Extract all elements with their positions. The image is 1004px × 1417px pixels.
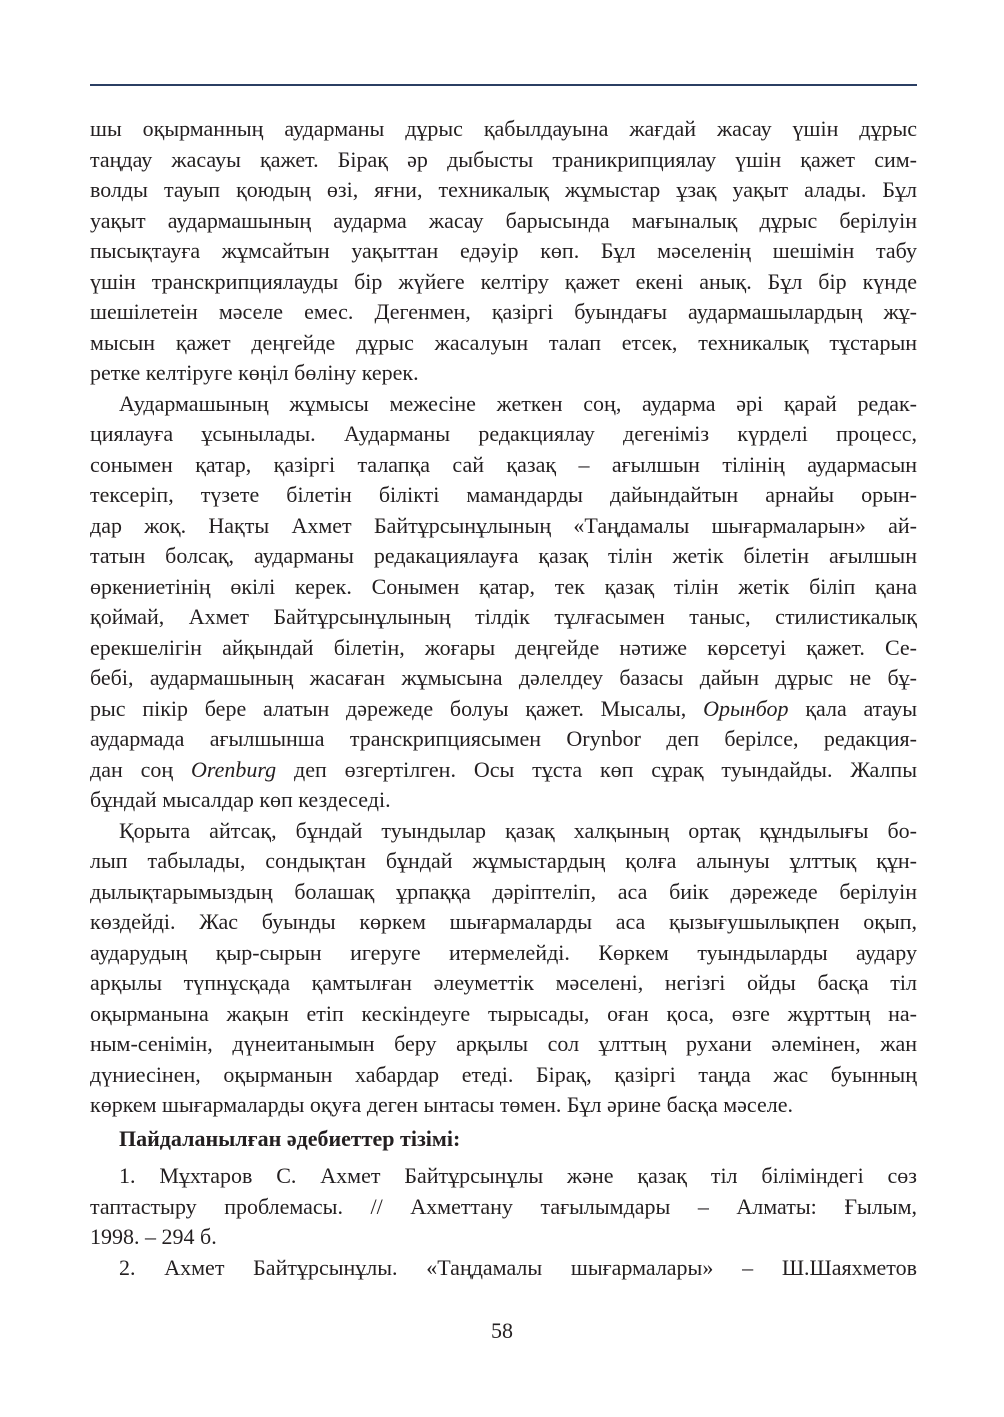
reference-item-2: 2. Ахмет Байтұрсынұлы. «Таңдамалы шығармалары» – Ш.Шаяхметов bbox=[119, 1254, 917, 1280]
reference-item-1-cont: таптастыру проблемасы. // Ахметтану тағылымдары – Алматы: Ғылым, bbox=[90, 1193, 917, 1219]
paragraph-2 bbox=[90, 389, 917, 816]
text-segment: дан соң bbox=[90, 756, 191, 782]
text-line: аудармада ағылшынша транскрипциясымен Orynbor деп берілсе, редакция- bbox=[90, 726, 917, 751]
paragraph-3 bbox=[90, 816, 917, 1121]
text-line: Қорыта айтсақ, бұндай туындылар қазақ халқының ортақ құндылығы бо- bbox=[119, 817, 917, 843]
references-list bbox=[90, 1161, 917, 1283]
text-line: пысықтауға жұмсайтын уақыттан едәуір көп. Бұл мәселенің шешімін табу bbox=[90, 238, 917, 263]
text-segment: рыс пікір бере алатын дәрежеде болуы қажет. Мысалы, bbox=[90, 695, 704, 721]
text-line: лып табылады, сондықтан бұндай жұмыстардың қолға алынуы ұлттық құн- bbox=[90, 848, 917, 873]
italic-place-name: Orenburg bbox=[190, 756, 277, 782]
text-line: бұндай мысалдар көп кездеседі. bbox=[90, 787, 391, 812]
text-line-with-italic bbox=[90, 694, 917, 725]
text-line: ным-сенімін, дүнеитанымын беру арқылы сол ұлттың рухани әлемінен, жан bbox=[90, 1031, 917, 1056]
text-line: дүниесінен, оқырманын хабардар етеді. Бірақ, қазіргі таңда жас буынның bbox=[90, 1061, 917, 1087]
text-line: дылықтарымыздың болашақ ұрпаққа дәріптеліп, аса биік дәрежеде берілуін bbox=[90, 878, 917, 904]
text-line-with-italic bbox=[90, 755, 917, 786]
text-line: көркем шығармаларды оқуға деген ынтасы төмен. Бұл әрине басқа мәселе. bbox=[90, 1092, 793, 1117]
text-line: көздейді. Жас буынды көркем шығармаларды аса қызығушылықпен оқып, bbox=[90, 909, 917, 934]
text-line: ретке келтіруге көңіл бөліну керек. bbox=[90, 360, 419, 385]
text-segment: қала атауы bbox=[788, 695, 917, 721]
text-line: волды тауып қоюдың өзі, яғни, техникалық жұмыстар ұзақ уақыт алады. Бұл bbox=[90, 177, 917, 202]
text-line: қоймай, Ахмет Байтұрсынұлының тілдік тұлғасымен таныс, стилистикалық bbox=[90, 604, 917, 629]
text-line: татын болсақ, аударманы редакациялауға қазақ тілін жетік білетін ағылшын bbox=[90, 543, 917, 568]
text-line: дар жоқ. Нақты Ахмет Байтұрсынұлының «Таңдамалы шығармаларын» ай- bbox=[90, 512, 917, 538]
italic-place-name: Орынбор bbox=[703, 695, 789, 721]
text-line: ерекшелігін айқындай білетін, жоғары деңгейде нәтиже көрсетуі қажет. Се- bbox=[90, 634, 917, 660]
text-line: уақыт аудармашының аударма жасау барысында мағыналық дұрыс берілуін bbox=[90, 207, 917, 233]
text-line: Аудармашының жұмысы межесіне жеткен соң, аударма әрі қарай редак- bbox=[119, 390, 917, 416]
paragraph-1 bbox=[90, 114, 917, 389]
text-line: тексеріп, түзете білетін білікті мамандарды дайындайтын арнайы орын- bbox=[90, 482, 917, 507]
text-line: шы оқырманның аударманы дұрыс қабылдауына жағдай жасау үшін дұрыс bbox=[90, 116, 917, 141]
text-line: циялауға ұсынылады. Аударманы редакциялау дегеніміз күрделі процесс, bbox=[90, 421, 917, 446]
text-line: оқырманына жақын етіп кескіндеуге тырысады, оған қоса, өзге жұрттың на- bbox=[90, 1000, 917, 1026]
reference-item-1: 1. Мұхтаров С. Ахмет Байтұрсынұлы және қазақ тіл біліміндегі сөз bbox=[119, 1163, 917, 1188]
header-rule bbox=[90, 84, 917, 86]
text-line: мысын қажет деңгейде дұрыс жасалуын талап етсек, техникалық тұстарын bbox=[90, 329, 917, 355]
text-line: аударудың қыр-сырын игеруге итермелейді. Көркем туындыларды аудару bbox=[90, 939, 917, 965]
reference-item-1-end: 1998. – 294 б. bbox=[90, 1224, 217, 1249]
references-heading: Пайдаланылған әдебиеттер тізімі: bbox=[119, 1126, 461, 1151]
text-segment: деп өзгертілген. Осы тұста көп сұрақ туындайды. Жалпы bbox=[276, 756, 917, 782]
text-line: бебі, аудармашының жасаған жұмысына дәлелдеу базасы дайын дұрыс не бұ- bbox=[90, 665, 917, 690]
text-line: өркениетінің өкілі керек. Сонымен қатар, тек қазақ тілін жетік біліп қана bbox=[90, 573, 917, 599]
text-line: шешілетеін мәселе емес. Дегенмен, қазіргі буындағы аудармашылардың жұ- bbox=[90, 299, 917, 324]
page-number: 58 bbox=[491, 1318, 513, 1343]
text-line: арқылы түпнұсқада қамтылған әлеуметтік мәселені, негізгі ойды басқа тіл bbox=[90, 970, 917, 995]
page-body bbox=[90, 114, 917, 1121]
text-line: таңдау жасауы қажет. Бірақ әр дыбысты траникрипциялау үшін қажет сим- bbox=[90, 146, 917, 172]
text-line: үшін транскрипциялауды бір жүйеге келтіру қажет екені анық. Бұл бір күнде bbox=[90, 268, 917, 294]
text-line: сонымен қатар, қазіргі талапқа сай қазақ – ағылшын тілінің аудармасын bbox=[90, 451, 917, 477]
